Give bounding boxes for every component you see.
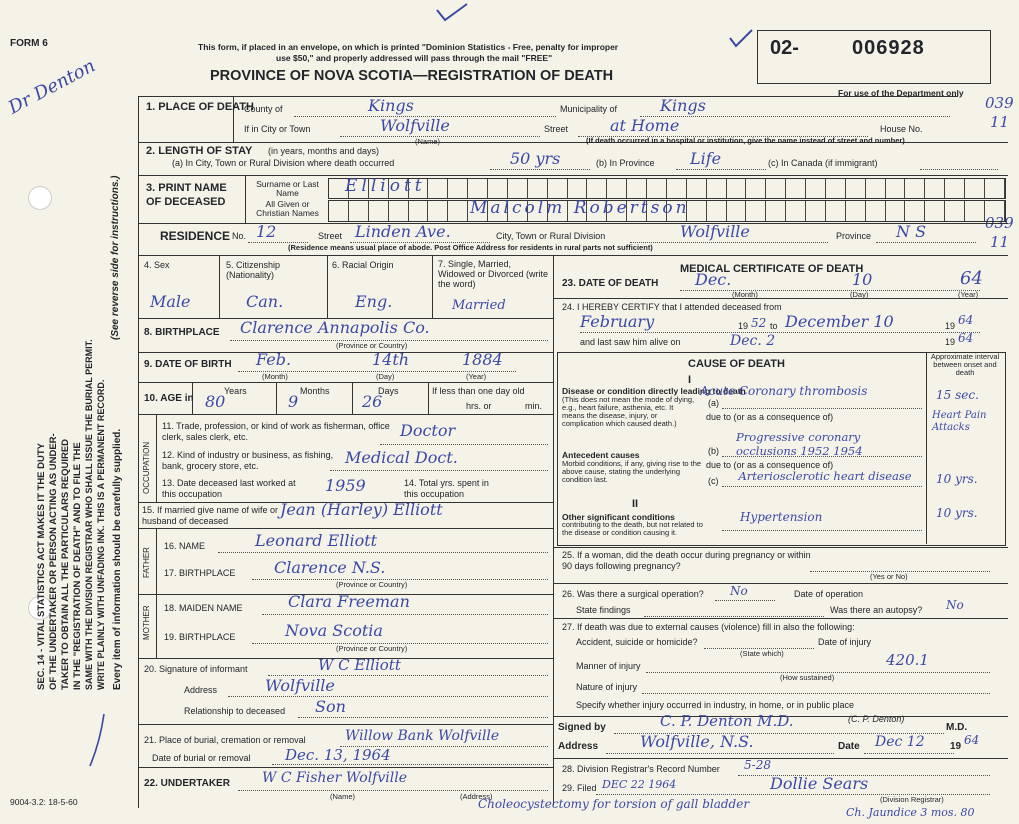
from-year-prefix: 19	[738, 321, 749, 331]
spouse-value: Jean (Harley) Elliott	[280, 500, 443, 519]
physician-address-label: Address	[558, 741, 599, 752]
hours-label: hrs. or	[466, 401, 492, 411]
statistical-code: 420.1	[886, 651, 929, 669]
form-number: FORM 6	[10, 38, 48, 49]
antecedent-label: Antecedent causes	[562, 450, 640, 460]
instructions-note: (See reverse side for instructions.)	[110, 175, 121, 340]
cause-a: Acute Coronary thrombosis	[700, 384, 868, 398]
citizenship-value: Can.	[246, 292, 284, 311]
death-month: Dec.	[695, 270, 732, 289]
death-year-caption: (Year)	[958, 290, 979, 299]
mother-birthplace-caption: (Province or Country)	[336, 644, 408, 653]
year-caption: (Year)	[466, 372, 487, 381]
antecedent-note: Morbid conditions, if any, giving rise to the above cause, stating the underlying condition last.	[562, 459, 702, 484]
death-month-caption: (Month)	[732, 290, 758, 299]
attended-from: February	[580, 312, 655, 331]
injury-date-label: Date of injury	[818, 637, 872, 647]
name-caption: (Name)	[415, 137, 441, 146]
informant-address-label: Address	[184, 685, 218, 695]
death-day: 10	[852, 270, 873, 289]
city-value: Wolfville	[380, 116, 450, 135]
dob-year: 1884	[462, 350, 503, 369]
handwritten-footnote: Choleocystectomy for torsion of gall bladder	[478, 797, 750, 811]
marital-label: 7. Single, Married, Widowed or Divorced (write the word)	[438, 259, 549, 289]
residence-label: RESIDENCE	[160, 229, 231, 243]
pregnancy-label: 25. If a woman, did the death occur during pregnancy or within 90 days following pregnancy?	[562, 550, 811, 571]
cause-c: Arteriosclerotic heart disease	[738, 469, 912, 483]
signed-year: 64	[964, 733, 980, 747]
signed-date-label: Date	[838, 741, 860, 752]
specify-label: Specify whether injury occurred in industry, in home, or in public place	[576, 700, 854, 710]
check-mark-icon	[728, 28, 754, 48]
department-code: 039	[985, 214, 1014, 232]
given-names-label: All Given or Christian Names	[256, 199, 319, 218]
operation-date-label: Date of operation	[794, 589, 864, 599]
dob-month: Feb.	[256, 350, 292, 369]
age-years-label: Years	[224, 386, 247, 396]
cause-a-label: (a)	[708, 398, 719, 408]
external-causes-label: 27. If death was due to external causes (violence) fill in also the following:	[562, 622, 855, 632]
statute-text: OF THE UNDERTAKER OR PERSON ACTING AS UNDER-	[48, 433, 59, 690]
stay-province-label: (b) In Province	[596, 158, 655, 168]
house-number-label: House No.	[880, 124, 923, 134]
attendance-label: 24. I HEREBY CERTIFY that I attended deceased from	[562, 302, 782, 312]
disease-note: (This does not mean the mode of dying, e.g., heart failure, asthenia, etc. It means the disease, injury, or complication which caused death.)	[562, 395, 695, 428]
hospital-note: (If death occurred in a hospital or institution, give the name instead of street and number)	[586, 136, 905, 145]
last-seen-year-prefix: 19	[945, 337, 956, 347]
undertaker-label: 22. UNDERTAKER	[144, 778, 230, 789]
signed-date: Dec 12	[875, 734, 925, 750]
stay-canada-label: (c) In Canada (if immigrant)	[768, 158, 878, 168]
less-than-day-label: If less than one day old	[432, 386, 525, 396]
county-value: Kings	[368, 96, 414, 115]
cause-b: Progressive coronary occlusions 1952 1954	[736, 430, 863, 458]
q11-label: 11. Trade, profession, or kind of work as fisherman, office clerk, sales clerk, etc.	[162, 421, 390, 442]
place-of-death-label: 1. PLACE OF DEATH	[146, 101, 254, 113]
racial-origin-value: Eng.	[355, 292, 393, 311]
last-seen-year: 64	[958, 331, 974, 345]
father-birthplace-label: 17. BIRTHPLACE	[164, 568, 236, 578]
operation-value: No	[730, 584, 748, 598]
last-seen-date: Dec. 2	[730, 333, 776, 349]
other-interval: 10 yrs.	[936, 506, 978, 520]
other-conditions-note: contributing to the death, but not related to the disease or condition causing it.	[562, 520, 703, 537]
physician-address: Wolfville, N.S.	[640, 732, 754, 751]
burial-date: Dec. 13, 1964	[285, 746, 391, 764]
margin-note: Dr Denton	[5, 55, 99, 119]
binder-hole	[28, 186, 52, 210]
racial-origin-label: 6. Racial Origin	[332, 260, 394, 270]
father-birthplace: Clarence N.S.	[274, 558, 386, 577]
nature-label: Nature of injury	[576, 682, 638, 692]
mother-section-label: MOTHER	[142, 605, 151, 640]
city-label: If in City or Town	[244, 124, 311, 134]
deceased-name-label: 3. PRINT NAME OF DECEASED	[146, 182, 227, 208]
cause-a-interval: 15 sec.	[936, 388, 979, 402]
mother-maiden-label: 18. MAIDEN NAME	[164, 603, 243, 613]
mother-maiden-name: Clara Freeman	[288, 592, 410, 611]
q11-value: Doctor	[400, 421, 456, 440]
attended-to-year: 64	[958, 313, 974, 327]
street-label: Street	[544, 124, 569, 134]
informant-label: 20. Signature of informant	[144, 664, 248, 674]
father-name: Leonard Elliott	[255, 531, 378, 550]
envelope-notice: use $50," and properly addressed will pass through the mail "FREE"	[276, 53, 553, 63]
q12-label: 12. Kind of industry or business, as fishing, bank, grocery store, etc.	[162, 450, 334, 471]
due-to-label: due to (or as a consequence of)	[706, 460, 834, 470]
burial-place: Willow Bank Wolfville	[345, 728, 500, 744]
residence-province-label: Province	[836, 231, 872, 241]
residence-street-label: Street	[318, 231, 343, 241]
surname-boxes	[328, 178, 1006, 199]
physician-printed-name: (C. P. Denton)	[848, 714, 905, 724]
attended-to: December 10	[785, 312, 894, 331]
filed-label: 29. Filed	[562, 783, 597, 793]
residence-street: Linden Ave.	[355, 222, 451, 241]
envelope-notice: This form, if placed in an envelope, on which is printed "Dominion Statistics - Free, penalty for improper	[198, 42, 619, 52]
county-label: County of	[244, 104, 283, 114]
cause-c-interval: 10 yrs.	[936, 472, 978, 486]
father-birthplace-caption: (Province or Country)	[336, 580, 408, 589]
relationship-value: Son	[315, 697, 346, 716]
mother-birthplace: Nova Scotia	[285, 621, 383, 640]
birthplace-caption: (Province or Country)	[336, 341, 408, 350]
statute-text: IN THE "REGISTRATION OF DEATH" AND TO FILE THE	[72, 442, 83, 690]
father-name-label: 16. NAME	[164, 541, 206, 551]
cause-of-death-title: CAUSE OF DEATH	[688, 358, 785, 370]
attended-from-year: 52	[751, 316, 767, 330]
q12-value: Medical Doct.	[345, 448, 458, 467]
form-title: PROVINCE OF NOVA SCOTIA—REGISTRATION OF DEATH	[210, 68, 614, 84]
surname-label: Surname or Last Name	[256, 179, 319, 198]
citizenship-label: 5. Citizenship (Nationality)	[226, 260, 281, 280]
age-days-label: Days	[378, 386, 399, 396]
stay-city-label: (a) In City, Town or Rural Division where death occurred	[172, 158, 395, 168]
cause-b-interval: Heart Pain Attacks	[932, 410, 987, 433]
municipality-label: Municipality of	[560, 104, 618, 114]
state-which-caption: (State which)	[740, 649, 784, 658]
department-code: 11	[990, 113, 1010, 131]
interval-label: Approximate interval between onset and death	[930, 352, 1000, 377]
residence-no: 12	[256, 222, 277, 241]
stay-province-value: Life	[690, 149, 722, 168]
age-months: 9	[288, 392, 299, 411]
occupation-section-label: OCCUPATION	[142, 441, 151, 494]
relationship-label: Relationship to deceased	[184, 706, 286, 716]
record-number-label: 28. Division Registrar's Record Number	[562, 764, 720, 774]
department-code: 039	[985, 94, 1014, 112]
department-code: 11	[990, 233, 1010, 251]
signed-year-prefix: 19	[950, 741, 962, 752]
month-caption: (Month)	[262, 372, 288, 381]
registrar-caption: (Division Registrar)	[880, 795, 944, 804]
roman-two: II	[632, 498, 639, 510]
father-section-label: FATHER	[142, 547, 151, 578]
registration-prefix: 02-	[770, 37, 799, 59]
residence-note: (Residence means usual place of abode. Post Office Address for residents in rural parts not sufficient)	[288, 243, 653, 252]
sex-value: Male	[150, 292, 191, 311]
how-sustained-caption: (How sustained)	[780, 673, 835, 682]
q13-label: 13. Date deceased last worked at this occupation	[162, 478, 296, 499]
other-conditions: Hypertension	[740, 510, 823, 524]
registrar-signature: Dollie Sears	[770, 774, 869, 793]
yes-no-caption: (Yes or No)	[870, 572, 908, 581]
check-mark-icon	[435, 2, 469, 24]
record-number: 5-28	[744, 758, 771, 772]
state-findings-label: State findings	[576, 605, 631, 615]
street-value: at Home	[610, 116, 680, 135]
undertaker-name-caption: (Name)	[330, 792, 356, 801]
death-day-caption: (Day)	[850, 290, 869, 299]
medical-certificate-title: MEDICAL CERTIFICATE OF DEATH	[680, 263, 864, 275]
undertaker-address-caption: (Address)	[460, 792, 493, 801]
manner-label: Manner of injury	[576, 661, 641, 671]
death-date-label: 23. DATE OF DEATH	[562, 278, 659, 289]
undertaker-value: W C Fisher Wolfville	[262, 770, 407, 786]
sex-label: 4. Sex	[144, 260, 170, 270]
signed-by-label: Signed by	[558, 722, 606, 733]
autopsy-label: Was there an autopsy?	[830, 605, 923, 615]
birthplace-value: Clarence Annapolis Co.	[240, 318, 430, 337]
roman-one: I	[688, 374, 692, 386]
autopsy-value: No	[946, 598, 964, 612]
q13-value: 1959	[325, 476, 366, 495]
age-days: 26	[362, 392, 383, 411]
statute-text: WRITE PLAINLY WITH UNFADING INK. THIS IS A PERMANENT RECORD.	[96, 379, 106, 690]
residence-city-label: City, Town or Rural Division	[496, 231, 606, 241]
department-use-label: For use of the Department only	[838, 88, 964, 98]
informant-signature: W C Elliott	[318, 656, 401, 674]
statute-text: SAME WITH THE DIVISION REGISTRAR WHO SHALL ISSUE THE BURIAL PERMIT.	[84, 339, 94, 690]
disease-label: Disease or condition directly leading to death	[562, 386, 746, 396]
attended-to-label: to	[770, 321, 778, 331]
minutes-label: min.	[525, 401, 543, 411]
filed-date: DEC 22 1964	[602, 778, 677, 791]
operation-label: 26. Was there a surgical operation?	[562, 589, 704, 599]
length-of-stay-label: 2. LENGTH OF STAY	[146, 145, 253, 157]
q14-label: 14. Total yrs. spent in this occupation	[404, 478, 489, 499]
age-years: 80	[205, 392, 226, 411]
age-months-label: Months	[300, 386, 330, 396]
informant-address: Wolfville	[265, 676, 335, 695]
pen-stroke-icon	[86, 712, 108, 768]
form-code: 9004-3.2: 18-5-60	[10, 797, 78, 807]
physician-signature: C. P. Denton M.D.	[660, 712, 794, 730]
birthplace-label: 8. BIRTHPLACE	[144, 327, 220, 338]
residence-province: N S	[896, 222, 927, 241]
cause-b-label: (b)	[708, 446, 719, 456]
md-label: M.D.	[946, 722, 968, 733]
mother-birthplace-label: 19. BIRTHPLACE	[164, 632, 236, 642]
registration-number: 006928	[852, 37, 925, 59]
marital-value: Married	[452, 298, 506, 313]
residence-city: Wolfville	[680, 222, 750, 241]
accident-label: Accident, suicide or homicide?	[576, 637, 698, 647]
last-seen-label: and last saw him alive on	[580, 337, 681, 347]
length-of-stay-sub: (in years, months and days)	[268, 146, 380, 156]
due-to-label: due to (or as a consequence of)	[706, 412, 834, 422]
supply-note: Every item of information should be carefully supplied.	[112, 428, 123, 690]
cause-c-label: (c)	[708, 476, 719, 486]
handwritten-footnote-2: Ch. Jaundice 3 mos. 80	[846, 806, 975, 819]
dob-day: 14th	[372, 350, 410, 369]
stay-city-value: 50 yrs	[510, 149, 561, 168]
statute-text: SEC. 14 - VITAL STATISTICS ACT MAKES IT THE DUTY	[36, 442, 47, 690]
age-label: 10. AGE in	[144, 393, 194, 404]
to-year-prefix: 19	[945, 321, 956, 331]
other-conditions-label: Other significant conditions	[562, 512, 675, 522]
burial-date-label: Date of burial or removal	[152, 753, 251, 763]
statute-text: TAKER TO OBTAIN ALL THE PARTICULARS REQUIRED	[60, 438, 71, 690]
spouse-label: 15. If married give name of wife or husband of deceased	[142, 505, 279, 526]
surname-value: Elliott	[345, 176, 426, 196]
given-names-value: Malcolm Robertson	[470, 198, 690, 218]
burial-place-label: 21. Place of burial, cremation or removal	[144, 735, 306, 745]
day-caption: (Day)	[376, 372, 395, 381]
residence-no-label: No.	[232, 231, 247, 241]
dob-label: 9. DATE OF BIRTH	[144, 359, 232, 370]
death-year: 64	[960, 268, 983, 289]
municipality-value: Kings	[660, 96, 706, 115]
